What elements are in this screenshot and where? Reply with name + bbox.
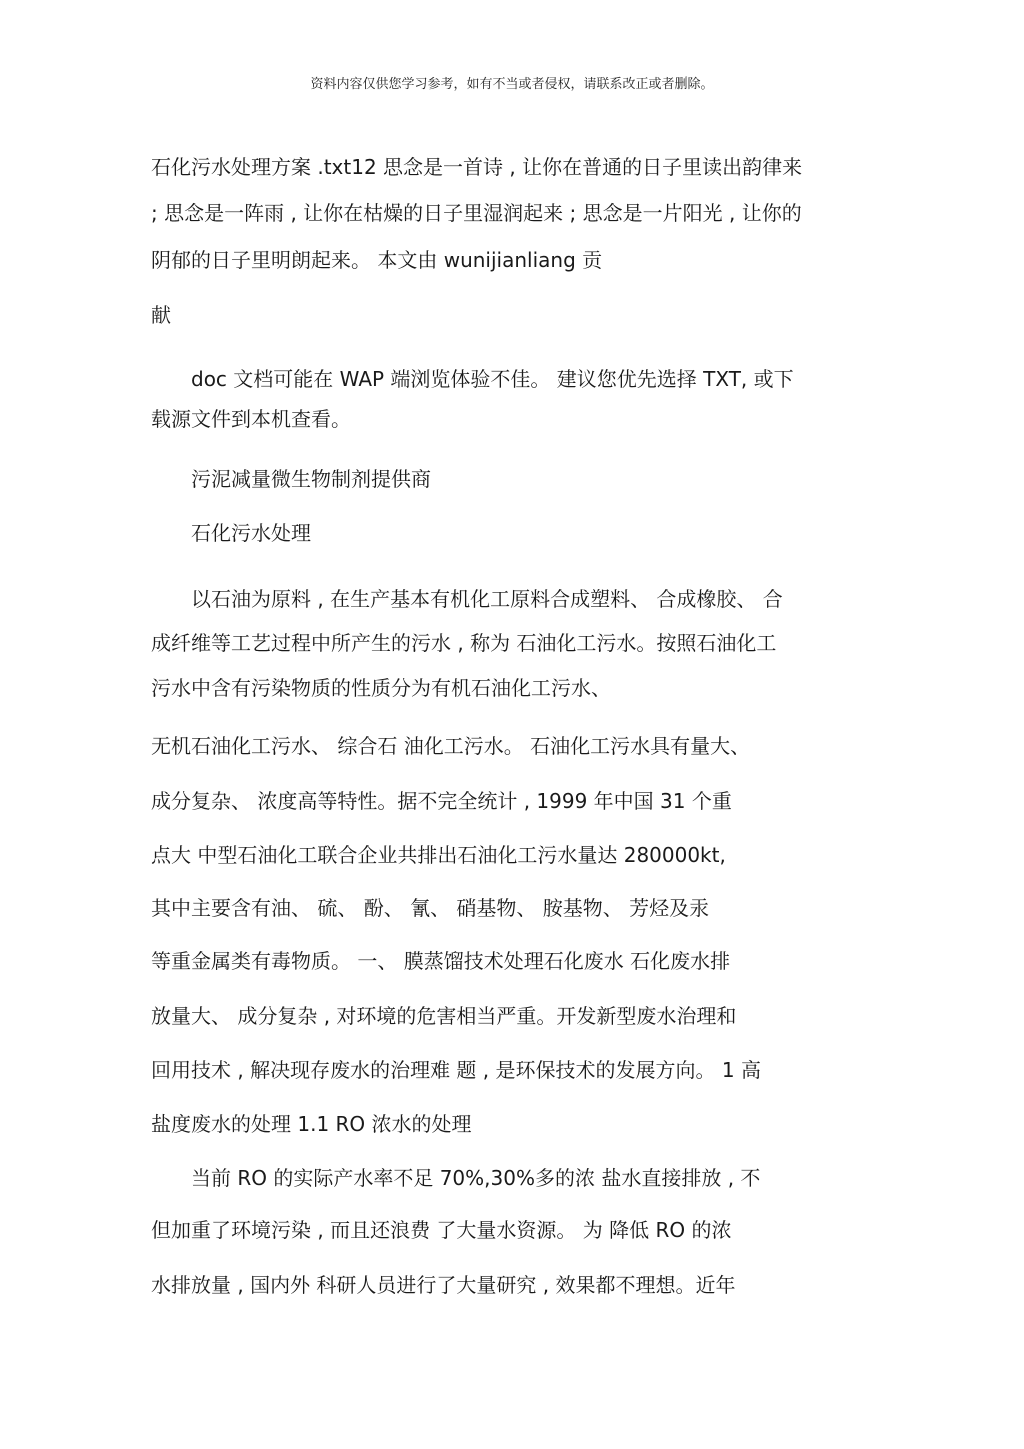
text-line: 盐度废水的处理 1.1 RO 浓水的处理 [151, 1112, 472, 1136]
text-line: 无机石油化工污水、 综合石 油化工污水。 石油化工污水具有量大、 [151, 734, 751, 758]
text-line: 成纤维等工艺过程中所产生的污水 , 称为 石油化工污水。按照石油化工 [151, 631, 777, 655]
text-line: 回用技术 , 解决现存废水的治理难 题 , 是环保技术的发展方向。 1 高 [151, 1058, 761, 1082]
text-line: 点大 中型石油化工联合企业共排出石油化工污水量达 280000kt, [151, 843, 726, 867]
text-line: 载源文件到本机查看。 [151, 407, 351, 431]
text-line: 石化污水处理 [191, 521, 311, 545]
text-line: 污泥减量微生物制剂提供商 [191, 467, 431, 491]
text-line: ; 思念是一阵雨 , 让你在枯燥的日子里湿润起来 ; 思念是一片阳光 , 让你的 [151, 201, 802, 225]
text-line: 放量大、 成分复杂 , 对环境的危害相当严重。开发新型废水治理和 [151, 1004, 737, 1028]
text-line: 当前 RO 的实际产水率不足 70%,30%多的浓 盐水直接排放 , 不 [191, 1166, 761, 1190]
text-line: 阴郁的日子里明朗起来。 本文由 wunijianliang 贡 [151, 248, 603, 272]
text-line: 但加重了环境污染 , 而且还浪费 了大量水资源。 为 降低 RO 的浓 [151, 1218, 732, 1242]
text-line: 成分复杂、 浓度高等特性。据不完全统计 , 1999 年中国 31 个重 [151, 789, 732, 813]
text-line: 污水中含有污染物质的性质分为有机石油化工污水、 [151, 676, 611, 700]
text-line: 水排放量 , 国内外 科研人员进行了大量研究 , 效果都不理想。近年 [151, 1273, 736, 1297]
text-line: doc 文档可能在 WAP 端浏览体验不佳。 建议您优先选择 TXT, 或下 [191, 367, 794, 391]
text-line: 其中主要含有油、 硫、 酚、 氰、 硝基物、 胺基物、 芳烃及汞 [151, 896, 710, 920]
text-line: 石化污水处理方案 .txt12 思念是一首诗 , 让你在普通的日子里读出韵律来 [151, 155, 803, 179]
text-line: 等重金属类有毒物质。 一、 膜蒸馏技术处理石化废水 石化废水排 [151, 949, 731, 973]
header-note: 资料内容仅供您学习参考，如有不当或者侵权，请联系改正或者删除。 [310, 77, 714, 92]
text-line: 献 [151, 303, 171, 327]
text-line: 以石油为原料 , 在生产基本有机化工原料合成塑料、 合成橡胶、 合 [191, 587, 783, 611]
